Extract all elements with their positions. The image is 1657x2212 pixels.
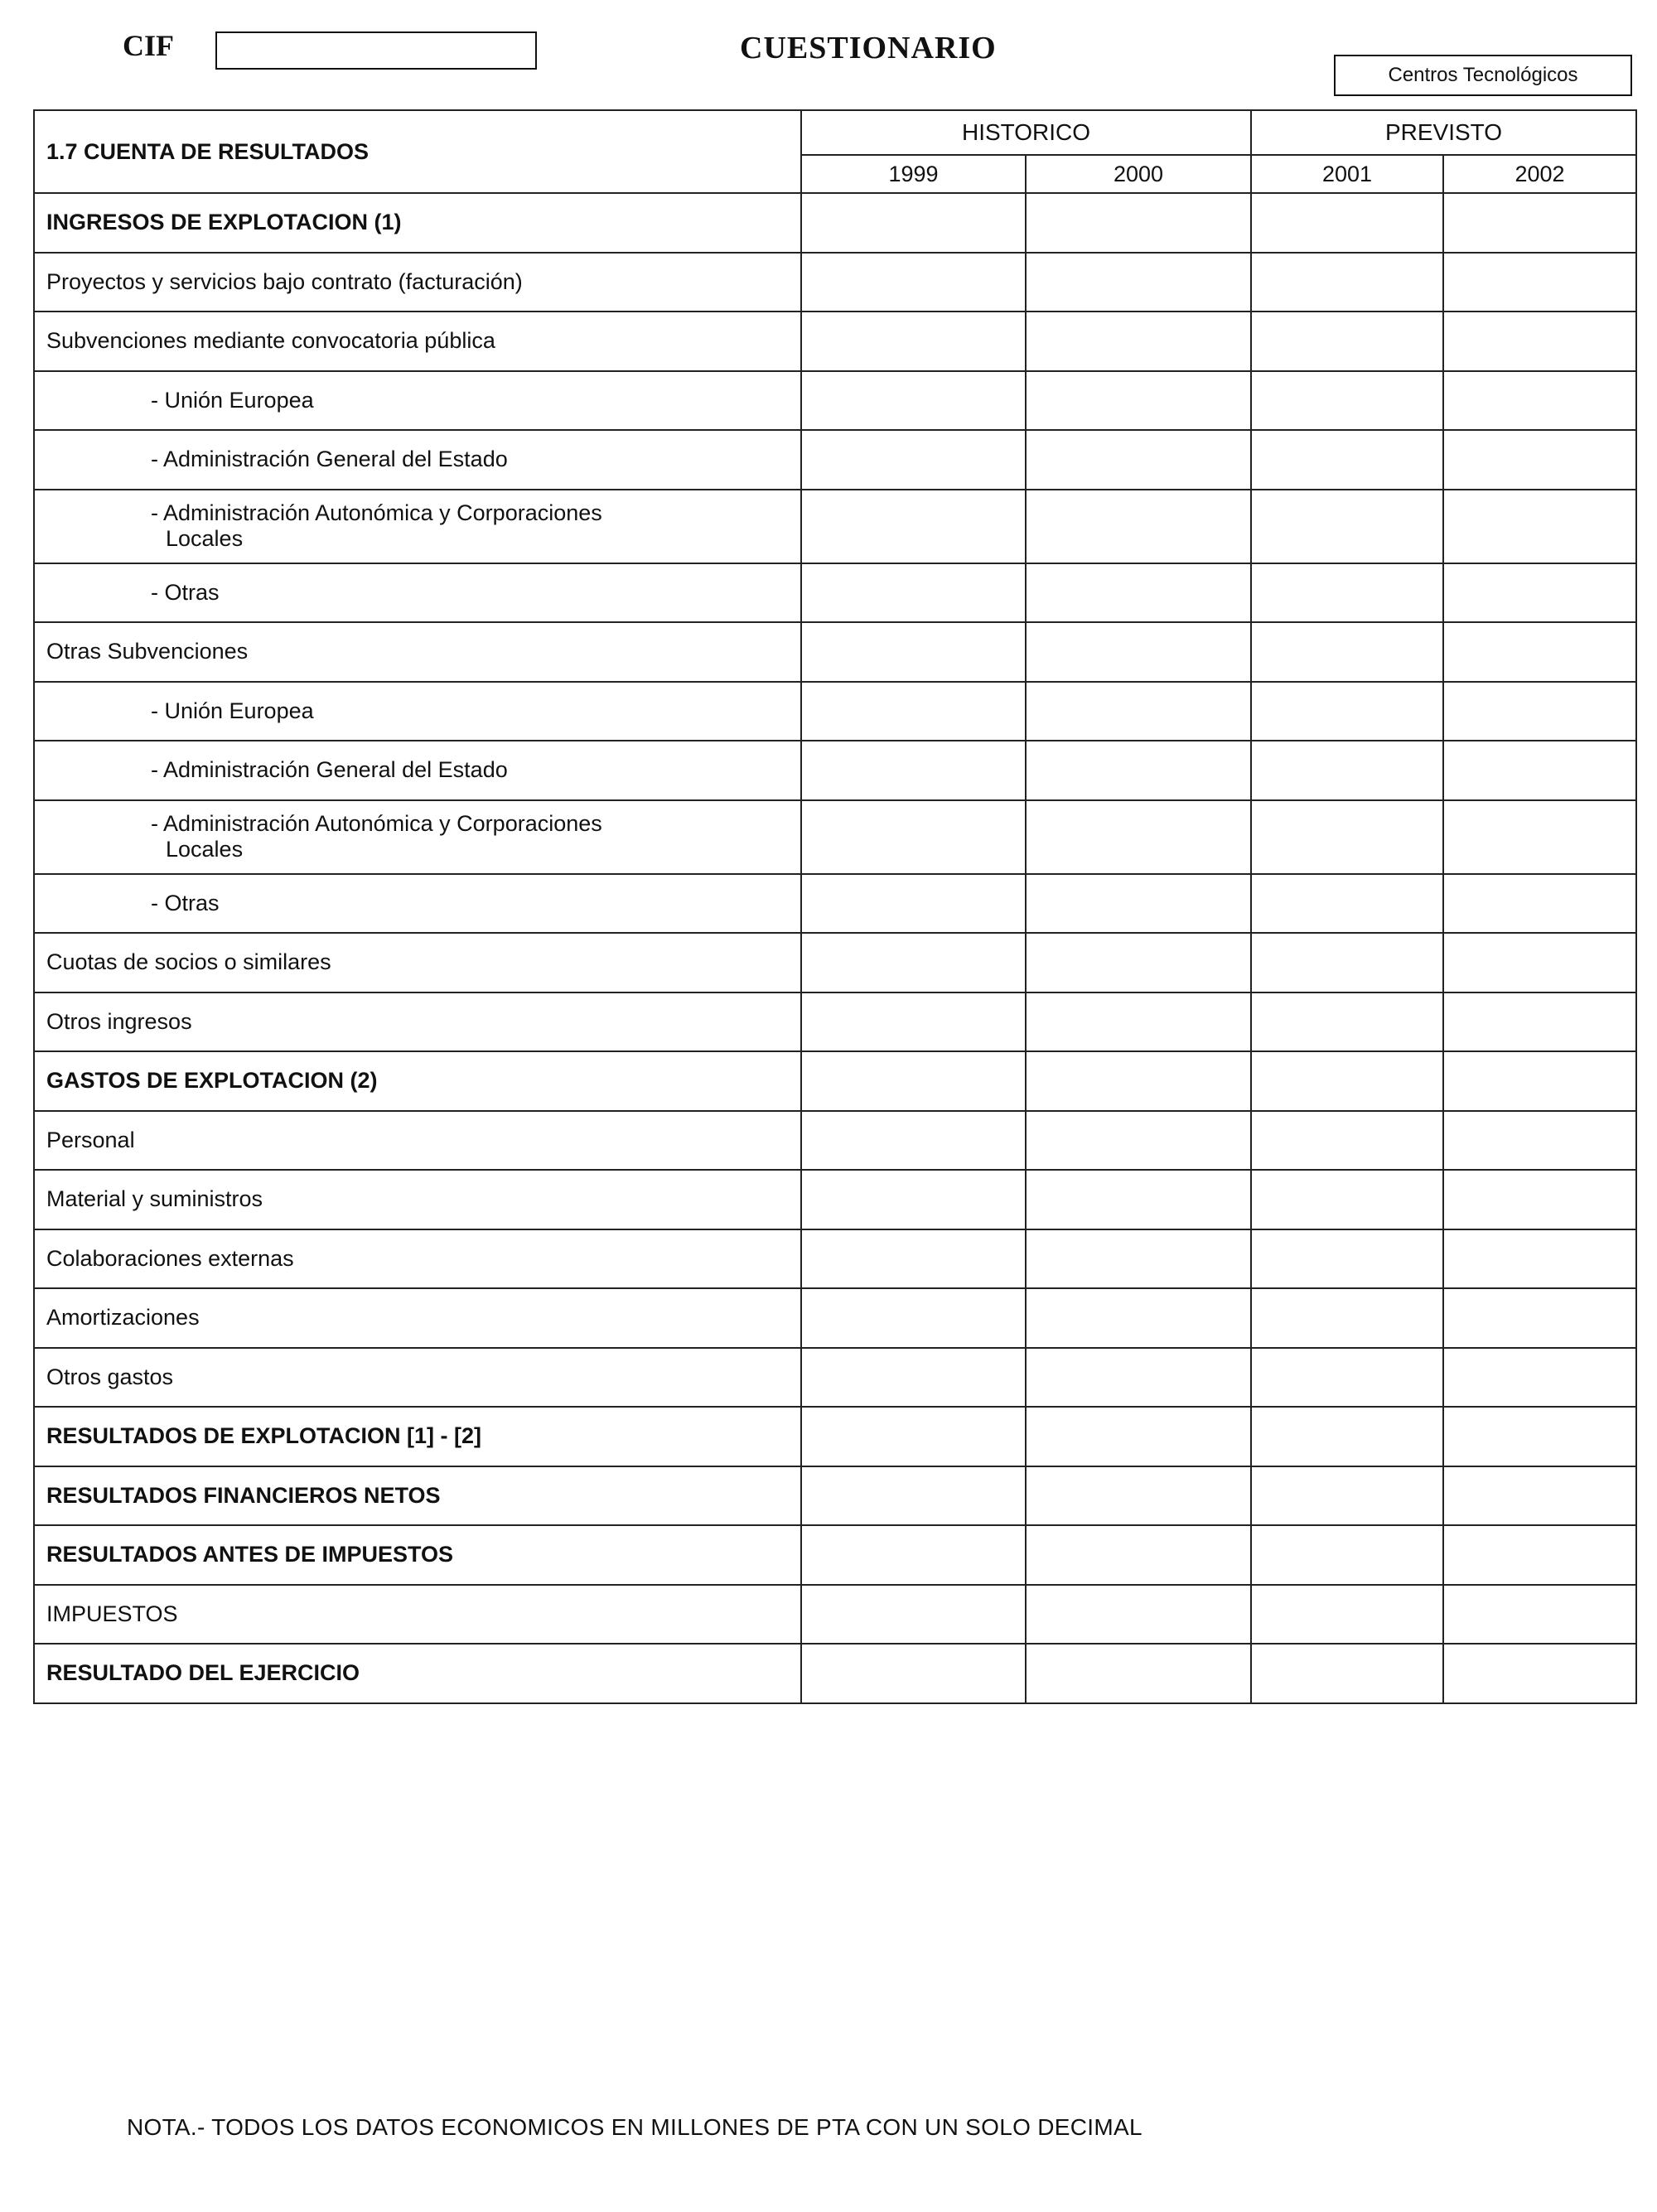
value-cell[interactable]	[1026, 253, 1251, 312]
row-label	[34, 933, 801, 993]
value-cell[interactable]	[801, 1170, 1026, 1229]
value-cell[interactable]	[801, 993, 1026, 1052]
value-cell[interactable]	[1251, 1466, 1443, 1526]
section-title: 1.7 CUENTA DE RESULTADOS	[34, 110, 801, 193]
row-label	[34, 1051, 801, 1111]
value-cell[interactable]	[1443, 993, 1636, 1052]
row-label	[34, 1229, 801, 1289]
value-cell[interactable]	[1443, 1170, 1636, 1229]
row-label	[34, 371, 801, 431]
value-cell[interactable]	[1251, 1585, 1443, 1645]
value-cell[interactable]	[1443, 312, 1636, 371]
value-cell[interactable]	[1026, 312, 1251, 371]
value-cell[interactable]	[1026, 1229, 1251, 1289]
year-header-1999: 1999	[801, 155, 1026, 193]
value-cell[interactable]	[801, 874, 1026, 934]
value-cell[interactable]	[1026, 800, 1251, 874]
row-label	[34, 253, 801, 312]
row-label	[34, 1407, 801, 1466]
value-cell[interactable]	[1443, 933, 1636, 993]
value-cell[interactable]	[1251, 741, 1443, 800]
value-cell[interactable]	[1251, 312, 1443, 371]
value-cell[interactable]	[1026, 371, 1251, 431]
value-cell[interactable]	[1443, 193, 1636, 253]
value-cell[interactable]	[1026, 622, 1251, 682]
footer-note: NOTA.- TODOS LOS DATOS ECONOMICOS EN MILLONES DE PTA CON UN SOLO DECIMAL	[127, 2114, 1143, 2140]
value-cell[interactable]	[1251, 1644, 1443, 1703]
table-body	[34, 193, 1636, 1703]
row-label-text: Proyectos y servicios bajo contrato (facturación)	[46, 268, 523, 294]
value-cell[interactable]	[1251, 682, 1443, 741]
table-row	[34, 563, 1636, 623]
value-cell[interactable]	[1251, 253, 1443, 312]
table-row	[34, 1170, 1636, 1229]
value-cell[interactable]	[1443, 682, 1636, 741]
value-cell[interactable]	[801, 490, 1026, 563]
value-cell[interactable]	[1026, 1525, 1251, 1585]
row-label-text: IMPUESTOS	[46, 1601, 178, 1626]
value-cell[interactable]	[1443, 622, 1636, 682]
table-row	[34, 1348, 1636, 1408]
row-label	[34, 874, 801, 934]
table-row	[34, 1466, 1636, 1526]
row-label-text: - Administración General del Estado	[151, 447, 508, 472]
value-cell[interactable]	[1026, 563, 1251, 623]
value-cell[interactable]	[1251, 1051, 1443, 1111]
value-cell[interactable]	[1251, 1229, 1443, 1289]
row-label	[34, 490, 801, 563]
row-label-text: - Unión Europea	[151, 698, 314, 723]
row-label	[34, 741, 801, 800]
value-cell[interactable]	[801, 1348, 1026, 1408]
table-row	[34, 1525, 1636, 1585]
value-cell[interactable]	[1443, 1466, 1636, 1526]
value-cell[interactable]	[1443, 1051, 1636, 1111]
row-label-text: - Otras	[151, 890, 220, 915]
row-label-text: Subvenciones mediante convocatoria pública	[46, 328, 495, 354]
group-header-historico: HISTORICO	[801, 110, 1251, 155]
value-cell[interactable]	[1443, 1585, 1636, 1645]
value-cell[interactable]	[801, 1585, 1026, 1645]
table-row	[34, 253, 1636, 312]
table-row	[34, 1407, 1636, 1466]
row-label-text: Otros gastos	[46, 1364, 174, 1389]
value-cell[interactable]	[1026, 193, 1251, 253]
value-cell[interactable]	[801, 1111, 1026, 1171]
row-label	[34, 563, 801, 623]
value-cell[interactable]	[1251, 1170, 1443, 1229]
table-row	[34, 490, 1636, 563]
value-cell[interactable]	[801, 1051, 1026, 1111]
value-cell[interactable]	[1443, 1407, 1636, 1466]
value-cell[interactable]	[1443, 800, 1636, 874]
table-row	[34, 1111, 1636, 1171]
value-cell[interactable]	[1251, 622, 1443, 682]
page-title: CUESTIONARIO	[740, 31, 997, 65]
value-cell[interactable]	[801, 193, 1026, 253]
table-row	[34, 1229, 1636, 1289]
value-cell[interactable]	[1026, 490, 1251, 563]
value-cell[interactable]	[801, 430, 1026, 490]
row-label	[34, 1170, 801, 1229]
table-row	[34, 682, 1636, 741]
table-row	[34, 993, 1636, 1052]
table-row	[34, 1644, 1636, 1703]
value-cell[interactable]	[1443, 874, 1636, 934]
value-cell[interactable]	[1251, 1525, 1443, 1585]
row-label	[34, 312, 801, 371]
value-cell[interactable]	[1251, 933, 1443, 993]
value-cell[interactable]	[1251, 1348, 1443, 1408]
value-cell[interactable]	[1026, 682, 1251, 741]
row-label-text: INGRESOS DE EXPLOTACION (1)	[46, 210, 402, 235]
value-cell[interactable]	[1026, 1111, 1251, 1171]
row-label	[34, 1585, 801, 1645]
row-label	[34, 1348, 801, 1408]
table-row	[34, 1288, 1636, 1348]
value-cell[interactable]	[1443, 1644, 1636, 1703]
row-label-text: - Administración Autonómica y Corporaciones Locales	[151, 811, 602, 862]
value-cell[interactable]	[801, 371, 1026, 431]
row-label-text: Material y suministros	[46, 1186, 263, 1212]
row-label-text: - Otras	[151, 579, 220, 605]
value-cell[interactable]	[1443, 1288, 1636, 1348]
cif-input-box[interactable]	[215, 31, 537, 70]
row-label	[34, 993, 801, 1052]
year-header-2000: 2000	[1026, 155, 1251, 193]
value-cell[interactable]	[801, 1229, 1026, 1289]
row-label-text: - Administración Autonómica y Corporaciones Locales	[151, 500, 602, 551]
value-cell[interactable]	[1443, 253, 1636, 312]
value-cell[interactable]	[801, 1525, 1026, 1585]
row-label	[34, 1525, 801, 1585]
value-cell[interactable]	[801, 1644, 1026, 1703]
value-cell[interactable]	[801, 1288, 1026, 1348]
value-cell[interactable]	[1026, 1644, 1251, 1703]
income-statement-table	[33, 109, 1637, 1704]
value-cell[interactable]	[1443, 1111, 1636, 1171]
row-label-text: RESULTADO DEL EJERCICIO	[46, 1660, 360, 1686]
row-label	[34, 1111, 801, 1171]
category-tag: Centros Tecnológicos	[1334, 55, 1632, 96]
value-cell[interactable]	[1251, 874, 1443, 934]
value-cell[interactable]	[1251, 1111, 1443, 1171]
value-cell[interactable]	[801, 1407, 1026, 1466]
group-header-previsto: PREVISTO	[1251, 110, 1636, 155]
row-label-text: - Administración General del Estado	[151, 757, 508, 783]
table-row	[34, 371, 1636, 431]
row-label	[34, 1466, 801, 1526]
table-row	[34, 430, 1636, 490]
table-row	[34, 741, 1636, 800]
row-label-text: Colaboraciones externas	[46, 1245, 294, 1271]
row-label	[34, 1288, 801, 1348]
table-row	[34, 1051, 1636, 1111]
value-cell[interactable]	[1443, 741, 1636, 800]
value-cell[interactable]	[1251, 193, 1443, 253]
value-cell[interactable]	[801, 312, 1026, 371]
value-cell[interactable]	[1251, 1288, 1443, 1348]
row-label	[34, 682, 801, 741]
table-row	[34, 1585, 1636, 1645]
value-cell[interactable]	[801, 563, 1026, 623]
row-label-text: RESULTADOS FINANCIEROS NETOS	[46, 1482, 441, 1508]
value-cell[interactable]	[1443, 1348, 1636, 1408]
value-cell[interactable]	[1251, 800, 1443, 874]
row-label	[34, 800, 801, 874]
value-cell[interactable]	[1251, 993, 1443, 1052]
table-row	[34, 800, 1636, 874]
value-cell[interactable]	[1251, 563, 1443, 623]
value-cell[interactable]	[801, 253, 1026, 312]
row-label-text: RESULTADOS ANTES DE IMPUESTOS	[46, 1542, 454, 1567]
year-header-2001: 2001	[1251, 155, 1443, 193]
row-label-text: Otros ingresos	[46, 1008, 192, 1034]
row-label	[34, 622, 801, 682]
cif-label: CIF	[123, 29, 174, 62]
value-cell[interactable]	[1026, 1407, 1251, 1466]
value-cell[interactable]	[1026, 993, 1251, 1052]
table-row	[34, 622, 1636, 682]
table-row	[34, 874, 1636, 934]
value-cell[interactable]	[1251, 490, 1443, 563]
table-row	[34, 933, 1636, 993]
value-cell[interactable]	[1251, 1407, 1443, 1466]
value-cell[interactable]	[1026, 1051, 1251, 1111]
value-cell[interactable]	[1026, 874, 1251, 934]
value-cell[interactable]	[801, 682, 1026, 741]
row-label	[34, 430, 801, 490]
table-row	[34, 193, 1636, 253]
value-cell[interactable]	[1026, 933, 1251, 993]
row-label-text: Otras Subvenciones	[46, 639, 249, 664]
value-cell[interactable]	[801, 622, 1026, 682]
value-cell[interactable]	[1443, 563, 1636, 623]
value-cell[interactable]	[801, 800, 1026, 874]
value-cell[interactable]	[1026, 1348, 1251, 1408]
value-cell[interactable]	[1443, 430, 1636, 490]
row-label-text: Personal	[46, 1127, 135, 1152]
row-label	[34, 193, 801, 253]
row-label-text: GASTOS DE EXPLOTACION (2)	[46, 1068, 378, 1094]
value-cell[interactable]	[1251, 371, 1443, 431]
value-cell[interactable]	[1443, 371, 1636, 431]
value-cell[interactable]	[801, 933, 1026, 993]
row-label-text: - Unión Europea	[151, 387, 314, 413]
value-cell[interactable]	[801, 741, 1026, 800]
value-cell[interactable]	[801, 1466, 1026, 1526]
row-label-text: Cuotas de socios o similares	[46, 949, 331, 975]
table-row	[34, 312, 1636, 371]
value-cell[interactable]	[1026, 741, 1251, 800]
value-cell[interactable]	[1443, 490, 1636, 563]
value-cell[interactable]	[1026, 1288, 1251, 1348]
value-cell[interactable]	[1026, 1585, 1251, 1645]
value-cell[interactable]	[1443, 1525, 1636, 1585]
row-label	[34, 1644, 801, 1703]
row-label-text: Amortizaciones	[46, 1305, 200, 1331]
value-cell[interactable]	[1026, 1466, 1251, 1526]
value-cell[interactable]	[1251, 430, 1443, 490]
year-header-2002: 2002	[1443, 155, 1636, 193]
row-label-text: RESULTADOS DE EXPLOTACION [1] - [2]	[46, 1423, 482, 1449]
value-cell[interactable]	[1026, 1170, 1251, 1229]
value-cell[interactable]	[1443, 1229, 1636, 1289]
value-cell[interactable]	[1026, 430, 1251, 490]
